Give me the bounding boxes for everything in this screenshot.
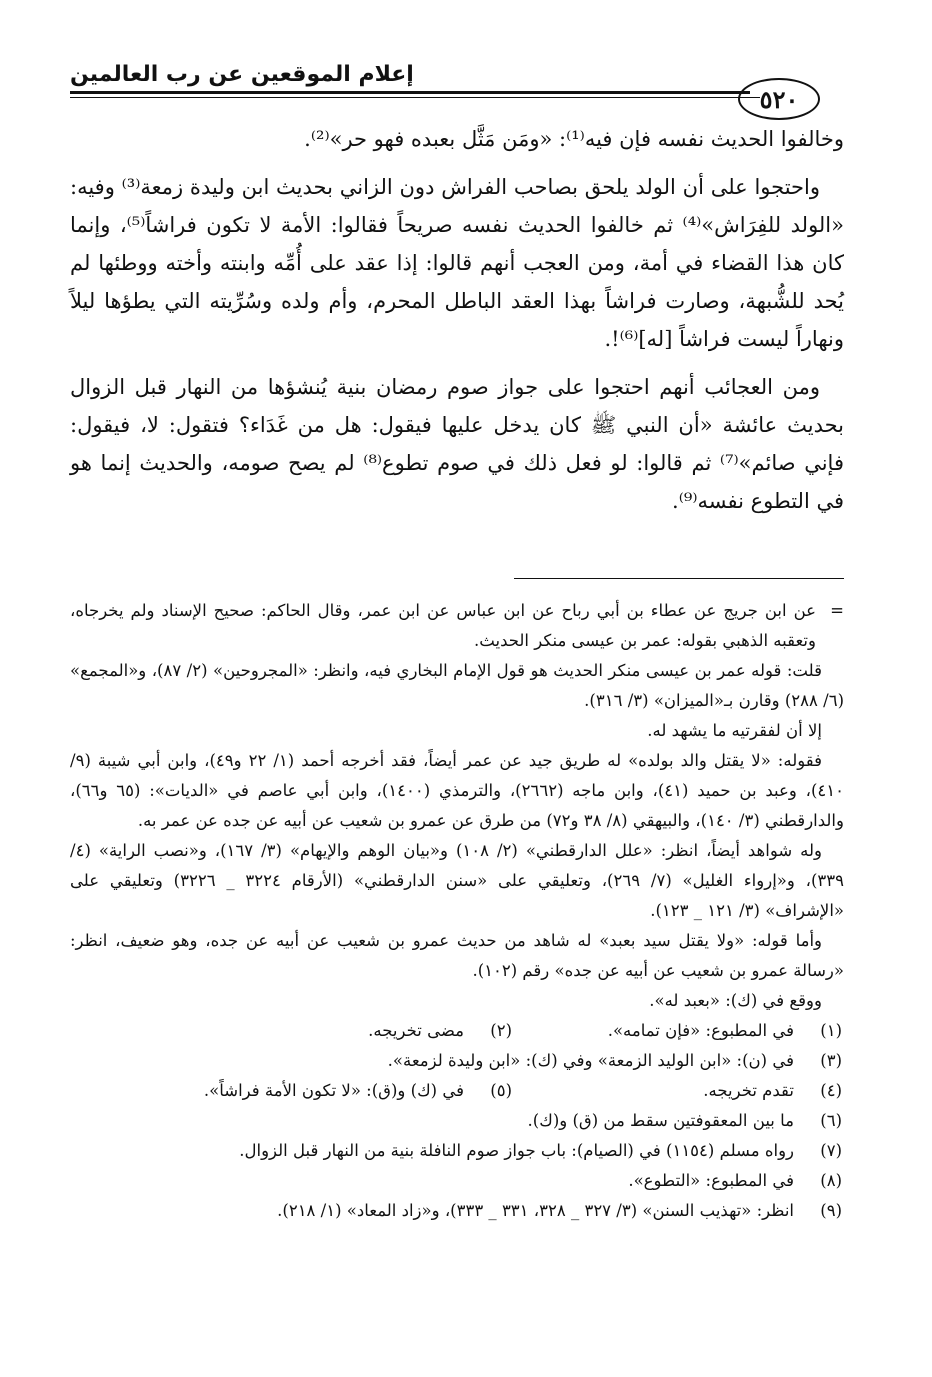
- footnote-paragraph: ووقع في (ك): «بعبد له».: [649, 991, 822, 1010]
- footnote-text: تقدم تخريجه.: [703, 1081, 794, 1100]
- continuation-marker: =: [830, 601, 844, 620]
- main-paragraph: واحتجوا على أن الولد يلحق بصاحب الفراش دون الزاني بحديث ابن وليدة زمعة⁽³⁾ وفيه: «الولد للفِرَاش»⁽⁴⁾ ثم خالفوا الحديث نفسه صريحاً فقالوا: الأمة لا تكون فراشاً⁽⁵⁾، وإنما كان هذا القضاء في أمة، ومن العجب أنهم قالوا: إذا عقد على أُمِّه وابنته وأخته ووطئها لم يُحد للشُّبهة، وصارت فراشاً بهذا العقد الباطل المحرم، وأم ولده وسُرِّيته التي يطؤها ليلاً ونهاراً ليست فراشاً [له]⁽⁶⁾!.: [70, 175, 844, 351]
- footnote-text: رواه مسلم (١١٥٤) في (الصيام): باب جواز صوم النافلة بنية من النهار قبل الزوال.: [239, 1141, 794, 1160]
- footnote-paragraph: وله شواهد أيضاً، انظر: «علل الدارقطني» (٢/ ١٠٨) و«بيان الوهم والإيهام» (٣/ ١٦٧)، و«نصب الراية» (٤/ ٣٣٩)، و«إرواء الغليل» (٧/ ٢٦٩)، وتعليقي على «سنن الدارقطني» (الأرقام ٣٢٢٤ _ ٣٢٢٦) وتعليقي على «الإشراف» (٣/ ١٢١ _ ١٢٣).: [70, 841, 844, 920]
- footnote-row: [70, 1196, 844, 1226]
- main-text: [70, 120, 844, 526]
- footnote-row: [70, 1046, 844, 1076]
- continuation-text: عن ابن جريج عن عطاء بن أبي رباح عن ابن عباس عن ابن عمر، وقال الحاكم: صحيح الإسناد ولم يخرجاه، وتعقبه الذهبي بقوله: عمر بن عيسى منكر الحديث.: [70, 601, 816, 650]
- footnote-paragraph: فقوله: «لا يقتل والد بولده» له طريق جيد عن عمر أيضاً، فقد أخرجه أحمد (١/ ٢٢ و٤٩)، وابن أبي شيبة (٩/ ٤١٠)، وعبد بن حميد (٤١)، وابن ماجه (٢٦٦٢)، والترمذي (١٤٠٠)، وابن أبي عاصم في «الديات»: (٦٥ و٦٦)، والدارقطني (٣/ ١٤٠)، والبيهقي (٨/ ٣٨ و٧٢) من طرق عن عمرو بن شعيب عن أبيه عن جده عن عمر به.: [70, 751, 844, 830]
- main-paragraph: وخالفوا الحديث نفسه فإن فيه⁽¹⁾: «ومَن مَثَّل بعبده فهو حر»⁽²⁾.: [304, 127, 844, 151]
- footnote-number: (٩): [820, 1201, 842, 1220]
- footnote-text: في (ك) و(ق): «لا تكون الأمة فراشاً».: [203, 1081, 464, 1100]
- footnote-row: [70, 1166, 844, 1196]
- page-number: ٥٢٠: [759, 84, 799, 114]
- footnote-continuation: [70, 596, 844, 656]
- footnote-row: [70, 1076, 844, 1106]
- main-paragraph: ومن العجائب أنهم احتجوا على جواز صوم رمضان بنية يُنشؤها من النهار قبل الزوال بحديث عائشة «أن النبي ﷺ كان يدخل عليها فيقول: هل من غَدَاء؟ فتقول: لا، فيقول: فإني صائم»⁽⁷⁾ ثم قالوا: لو فعل ذلك في صوم تطوع⁽⁸⁾ لم يصح صومه، والحديث إنما هو في التطوع نفسه⁽⁹⁾.: [70, 375, 844, 513]
- footnote-paragraph: قلت: قوله عمر بن عيسى منكر الحديث هو قول الإمام البخاري فيه، وانظر: «المجروحين» (٢/ ٨٧)، و«المجمع» (٦/ ٢٨٨) وقارن بـ«الميزان» (٣/ ٣١٦).: [70, 661, 844, 710]
- footnote-text: ما بين المعقوفتين سقط من (ق) و(ك).: [527, 1111, 794, 1130]
- footnote-number: (٥): [490, 1081, 512, 1100]
- book-title: إعلام الموقعين عن رب العالمين: [70, 62, 414, 87]
- header-rule: [70, 91, 750, 94]
- footnote-number: (٣): [820, 1051, 842, 1070]
- header-rule-thin: [70, 97, 760, 98]
- footnote-divider: [514, 578, 844, 579]
- footnote-paragraph: وأما قوله: «ولا يقتل سيد بعبد» له شاهد من حديث عمرو بن شعيب عن أبيه عن جده، وهو ضعيف، انظر: «رسالة عمرو بن شعيب عن أبيه عن جده» رقم (١٠٢).: [70, 931, 844, 980]
- footnote-row: [70, 1136, 844, 1166]
- footnote-text: في المطبوع: «فإن تمامه».: [607, 1021, 794, 1040]
- footnote-number: (٨): [820, 1171, 842, 1190]
- footnote-number: (٦): [820, 1111, 842, 1130]
- footnote-paragraph: إلا أن لفقرتيه ما يشهد له.: [647, 721, 822, 740]
- footnotes: [70, 596, 844, 1226]
- footnote-text: في (ن): «ابن الوليد الزمعة» وفي (ك): «ابن وليدة لزمعة».: [387, 1051, 794, 1070]
- footnote-number: (٢): [490, 1021, 512, 1040]
- footnote-text: انظر: «تهذيب السنن» (٣/ ٣٢٧ _ ٣٢٨، ٣٣١ _ ٣٣٣)، و«زاد المعاد» (١/ ٢١٨).: [277, 1201, 794, 1220]
- footnote-number: (١): [820, 1021, 842, 1040]
- footnote-row: [70, 1016, 844, 1046]
- footnote-number: (٧): [820, 1141, 842, 1160]
- footnote-text: في المطبوع: «التطوع».: [628, 1171, 794, 1190]
- page-number-ornament: [738, 78, 820, 120]
- footnote-row: [70, 1106, 844, 1136]
- footnote-number: (٤): [820, 1081, 842, 1100]
- footnote-text: مضى تخريجه.: [368, 1021, 464, 1040]
